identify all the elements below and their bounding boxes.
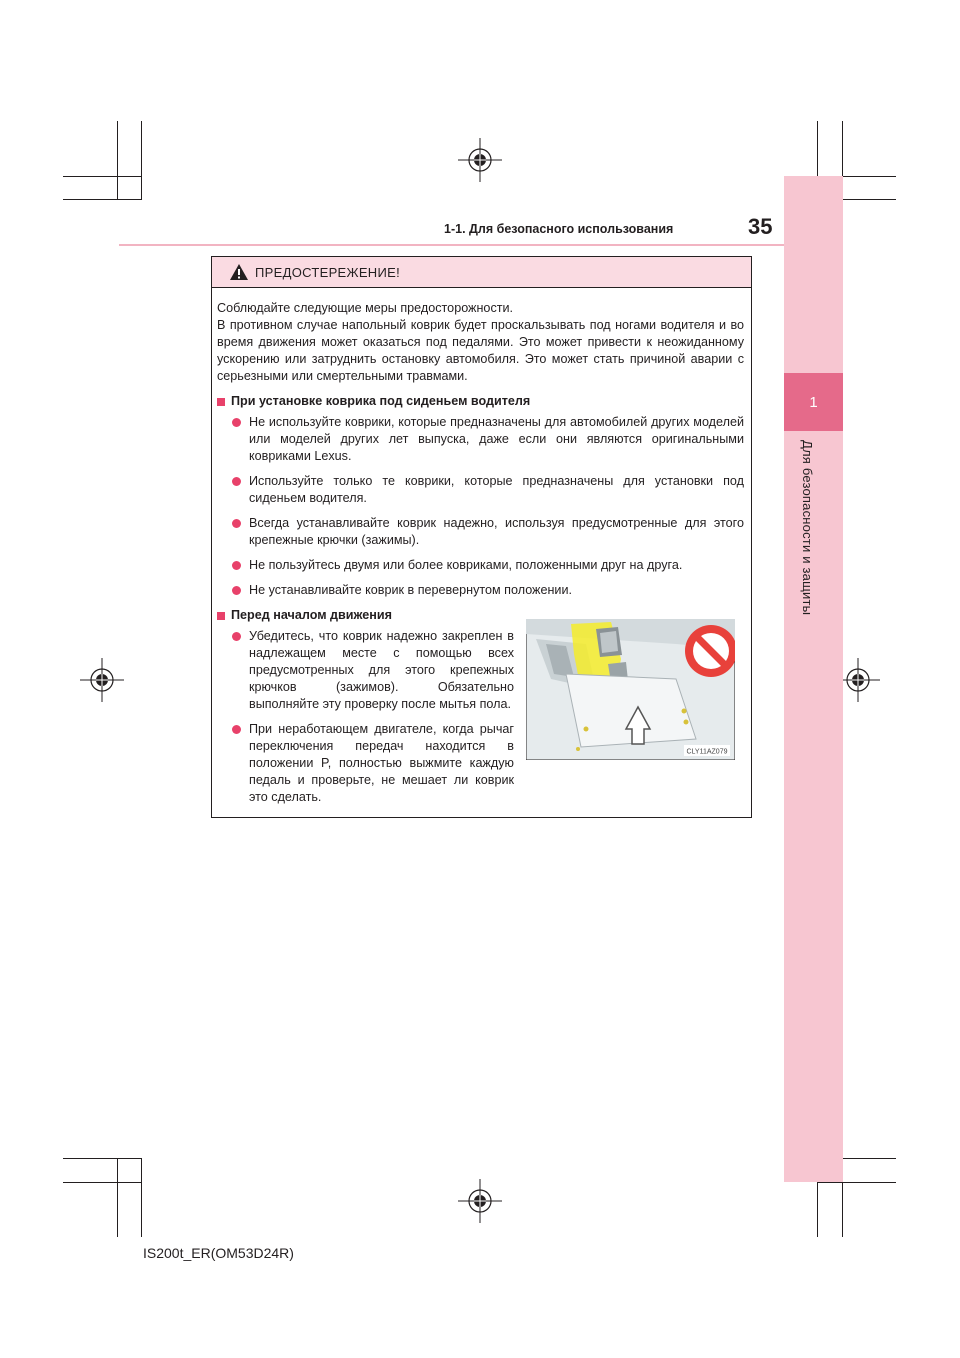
round-bullet-icon <box>232 418 241 427</box>
round-bullet-icon <box>232 632 241 641</box>
chapter-number-tab <box>784 373 843 431</box>
round-bullet-icon <box>232 586 241 595</box>
list-item-text: Всегда устанавливайте коврик надежно, используя предусмотренные для этого крепежные крючки (зажимы). <box>249 516 744 547</box>
crop-mark <box>63 1182 142 1183</box>
section-heading-text: При установке коврика под сиденьем водителя <box>231 394 531 408</box>
list-item <box>232 515 744 549</box>
registration-mark-icon <box>458 138 502 182</box>
section-heading-text: Перед началом движения <box>231 608 392 622</box>
crop-mark <box>141 121 142 200</box>
square-bullet-icon <box>217 398 225 406</box>
crop-mark <box>141 1158 142 1237</box>
crop-mark <box>817 1182 896 1183</box>
warning-paragraph: В противном случае напольный коврик будет проскальзывать под ногами водителя и во время движения может оказаться под педалями. Это может привести к неожиданному ускорению или затруднить остановку автомобиля. Это может стать причиной аварии с серьезными или смертельными травмами. <box>217 318 744 383</box>
list-item <box>232 473 744 507</box>
warning-title: ПРЕДОСТЕРЕЖЕНИЕ! <box>255 264 401 280</box>
round-bullet-icon <box>232 561 241 570</box>
warning-box <box>211 256 752 818</box>
chapter-title-vertical <box>800 440 828 680</box>
list-item <box>232 628 514 713</box>
warning-intro: Соблюдайте следующие меры предосторожности. <box>217 301 514 315</box>
crop-mark <box>63 1158 142 1159</box>
round-bullet-icon <box>232 519 241 528</box>
crop-mark <box>117 1158 118 1237</box>
list-item-text: Убедитесь, что коврик надежно закреплен в надлежащем месте с помощью всех предусмотренных для этого крепежных крючков (зажимов). Обязательно выполняйте эту проверку после мытья пола. <box>249 629 514 711</box>
page-number: 35 <box>748 214 773 239</box>
section-two-text <box>217 628 514 814</box>
section-heading <box>217 393 744 410</box>
square-bullet-icon <box>217 612 225 620</box>
list-item-text: Не пользуйтесь двумя или более ковриками, положенными друг на друга. <box>249 558 683 572</box>
crop-mark <box>117 121 118 200</box>
chapter-title: Для безопасности и защиты <box>800 440 815 616</box>
figure-code: CLY11AZ079 <box>686 748 728 756</box>
list-item-text: Не устанавливайте коврик в перевернутом положении. <box>249 583 573 597</box>
registration-mark-icon <box>458 1179 502 1223</box>
round-bullet-icon <box>232 725 241 734</box>
document-code: IS200t_ER(OM53D24R) <box>143 1245 294 1261</box>
warning-triangle-icon <box>229 263 249 281</box>
header-rule <box>119 244 784 246</box>
list-item-text: Не используйте коврики, которые предназначены для автомобилей других моделей или моделей других лет выпуска, даже если они являются оригинальными ковриками Lexus. <box>249 415 744 463</box>
round-bullet-icon <box>232 477 241 486</box>
list-item <box>232 721 514 806</box>
chapter-number: 1 <box>809 393 818 411</box>
registration-mark-icon <box>80 658 124 702</box>
warning-header <box>212 257 751 288</box>
floor-mat-illustration <box>526 619 735 760</box>
crop-mark <box>63 199 142 200</box>
list-item-text: Используйте только те коврики, которые предназначены для установки под сиденьем водителя. <box>249 474 744 505</box>
list-item <box>232 582 744 599</box>
list-item-text: При неработающем двигателе, когда рычаг переключения передач находится в положении P, полностью выжмите каждую педаль и проверьте, не мешает ли коврик это сделать. <box>249 722 514 804</box>
list-item <box>232 557 744 574</box>
section-title: 1-1. Для безопасного использования <box>444 222 674 236</box>
list-item <box>232 414 744 465</box>
crop-mark <box>63 176 142 177</box>
